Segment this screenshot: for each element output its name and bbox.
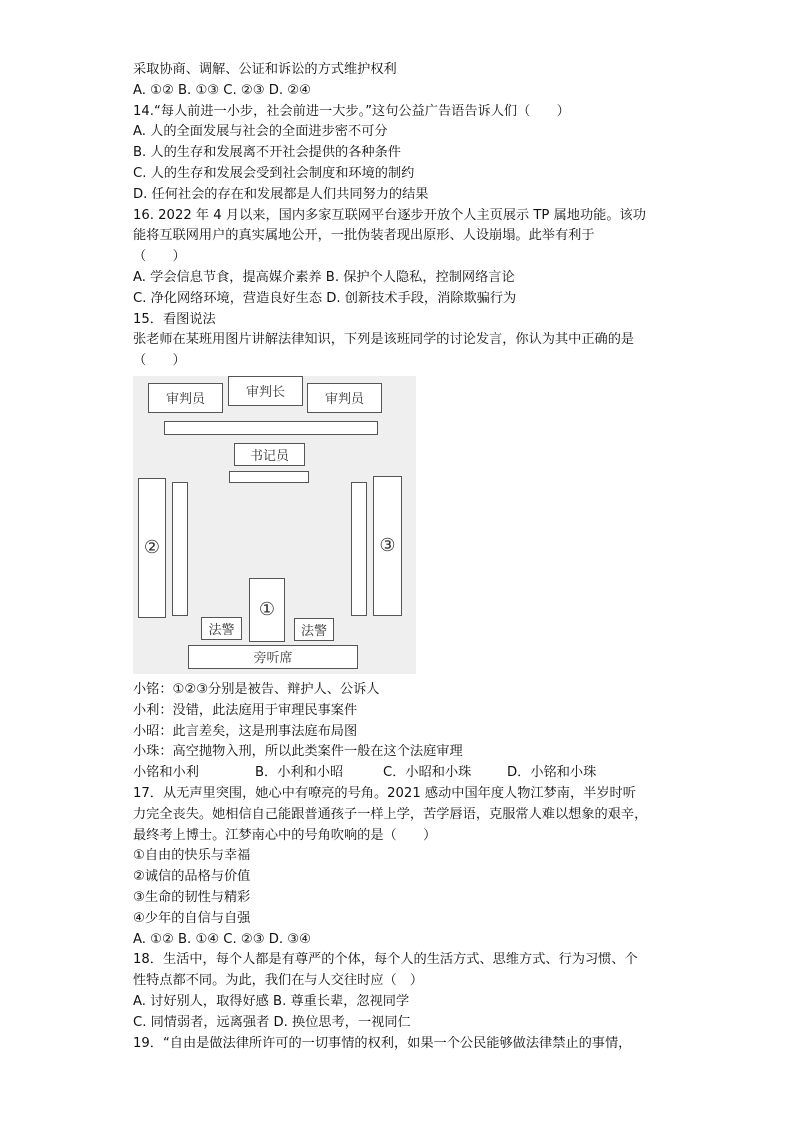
text-block-top bbox=[133, 60, 663, 372]
student-comment: 小昭：此言差矣，这是刑事法庭布局图 bbox=[133, 723, 358, 739]
text-line: 能将互联网用户的真实属地公开，一批伪装者现出原形、人设崩塌。此举有利于 bbox=[133, 228, 595, 244]
text-line: ①自由的快乐与幸福 bbox=[133, 848, 251, 864]
text-line: A. 学会信息节食，提高媒介素养 B. 保护个人隐私，控制网络言论 bbox=[133, 269, 515, 285]
question-18: 18．生活中，每个人都是有尊严的个体，每个人的生活方式、思维方式、行为习惯、个 bbox=[133, 952, 638, 968]
text-line: 最终考上博士。江梦南心中的号角吹响的是（ ） bbox=[133, 827, 437, 843]
right-party-box: ③ bbox=[373, 476, 402, 616]
text-line: ③生命的韧性与精彩 bbox=[133, 889, 251, 905]
student-comment: 小利：没错，此法庭用于审理民事案件 bbox=[133, 702, 358, 718]
option-a: 小铭和小利 bbox=[133, 765, 199, 781]
police-left-box: 法警 bbox=[201, 617, 242, 640]
text-line: 性特点都不同。为此，我们在与人交往时应（ ） bbox=[133, 973, 424, 989]
question-15: 15．看图说法 bbox=[133, 311, 216, 327]
right-desk bbox=[351, 482, 367, 616]
question-15-options bbox=[133, 763, 663, 784]
text-line: （ ） bbox=[133, 353, 186, 369]
question-14: 14.“每人前进一小步，社会前进一大步。”这句公益广告语告诉人们（ ） bbox=[133, 103, 570, 119]
text-line: C. 人的生存和发展会受到社会制度和环境的制约 bbox=[133, 165, 415, 181]
text-line: C. 同情弱者，远离强者 D. 换位思考，一视同仁 bbox=[133, 1014, 411, 1030]
courtroom-diagram bbox=[133, 376, 416, 674]
police-right-box: 法警 bbox=[294, 618, 334, 641]
question-16: 16. 2022 年 4 月以来，国内多家互联网平台逐步开放个人主页展示 TP 属地功能。该功 bbox=[133, 207, 646, 223]
left-party-box: ② bbox=[138, 478, 166, 618]
text-line: ④少年的自信与自强 bbox=[133, 910, 251, 926]
text-line: A. ①② B. ①③ C. ②③ D. ②④ bbox=[133, 82, 311, 98]
question-17: 17．从无声里突围，她心中有嘹亮的号角。2021 感动中国年度人物江梦南，半岁时听 bbox=[133, 785, 636, 801]
clerk-box: 书记员 bbox=[234, 443, 305, 466]
courtroom-floor bbox=[133, 376, 416, 674]
gallery-box: 旁听席 bbox=[188, 645, 358, 669]
judge-bench bbox=[164, 421, 378, 435]
student-comment: 小珠：高空抛物入刑，所以此类案件一般在这个法庭审理 bbox=[133, 744, 463, 760]
text-block-end bbox=[133, 784, 663, 1054]
text-line: 张老师在某班用图片讲解法律知识，下列是该班同学的讨论发言，你认为其中正确的是 bbox=[133, 332, 635, 348]
text-line: 采取协商、调解、公证和诉讼的方式维护权利 bbox=[133, 62, 397, 77]
option-c: C．小昭和小珠 bbox=[383, 765, 472, 781]
student-comment: 小铭：①②③分别是被告、辩护人、公诉人 bbox=[133, 681, 380, 697]
text-line: （ ） bbox=[133, 249, 186, 265]
text-line: A. 人的全面发展与社会的全面进步密不可分 bbox=[133, 124, 388, 140]
text-line: 力完全丧失。她相信自己能跟普通孩子一样上学，苦学唇语，克服常人难以想象的艰辛， bbox=[133, 806, 648, 822]
exam-page bbox=[133, 60, 663, 1054]
text-line: ②诚信的品格与价值 bbox=[133, 869, 251, 885]
question-19: 19．“自由是做法律所许可的一切事情的权利，如果一个公民能够做法律禁止的事情， bbox=[133, 1035, 632, 1051]
text-line: B. 人的生存和发展离不开社会提供的各种条件 bbox=[133, 145, 401, 161]
left-desk bbox=[172, 482, 188, 616]
text-line: A. 讨好别人，取得好感 B. 尊重长辈，忽视同学 bbox=[133, 993, 410, 1009]
option-d: D．小铭和小珠 bbox=[507, 765, 597, 781]
text-line: C. 净化网络环境，营造良好生态 D. 创新技术手段，消除欺骗行为 bbox=[133, 290, 517, 306]
text-line: D. 任何社会的存在和发展都是人们共同努力的结果 bbox=[133, 186, 429, 202]
judge-right-box: 审判员 bbox=[307, 383, 382, 413]
option-b: B．小利和小昭 bbox=[255, 765, 344, 781]
text-block-discussion bbox=[133, 680, 663, 784]
clerk-desk bbox=[229, 471, 309, 483]
chief-judge-box: 审判长 bbox=[228, 376, 303, 406]
judge-left-box: 审判员 bbox=[148, 383, 223, 413]
defendant-box: ① bbox=[249, 578, 285, 642]
text-line: A. ①② B. ①④ C. ②③ D. ③④ bbox=[133, 931, 311, 947]
